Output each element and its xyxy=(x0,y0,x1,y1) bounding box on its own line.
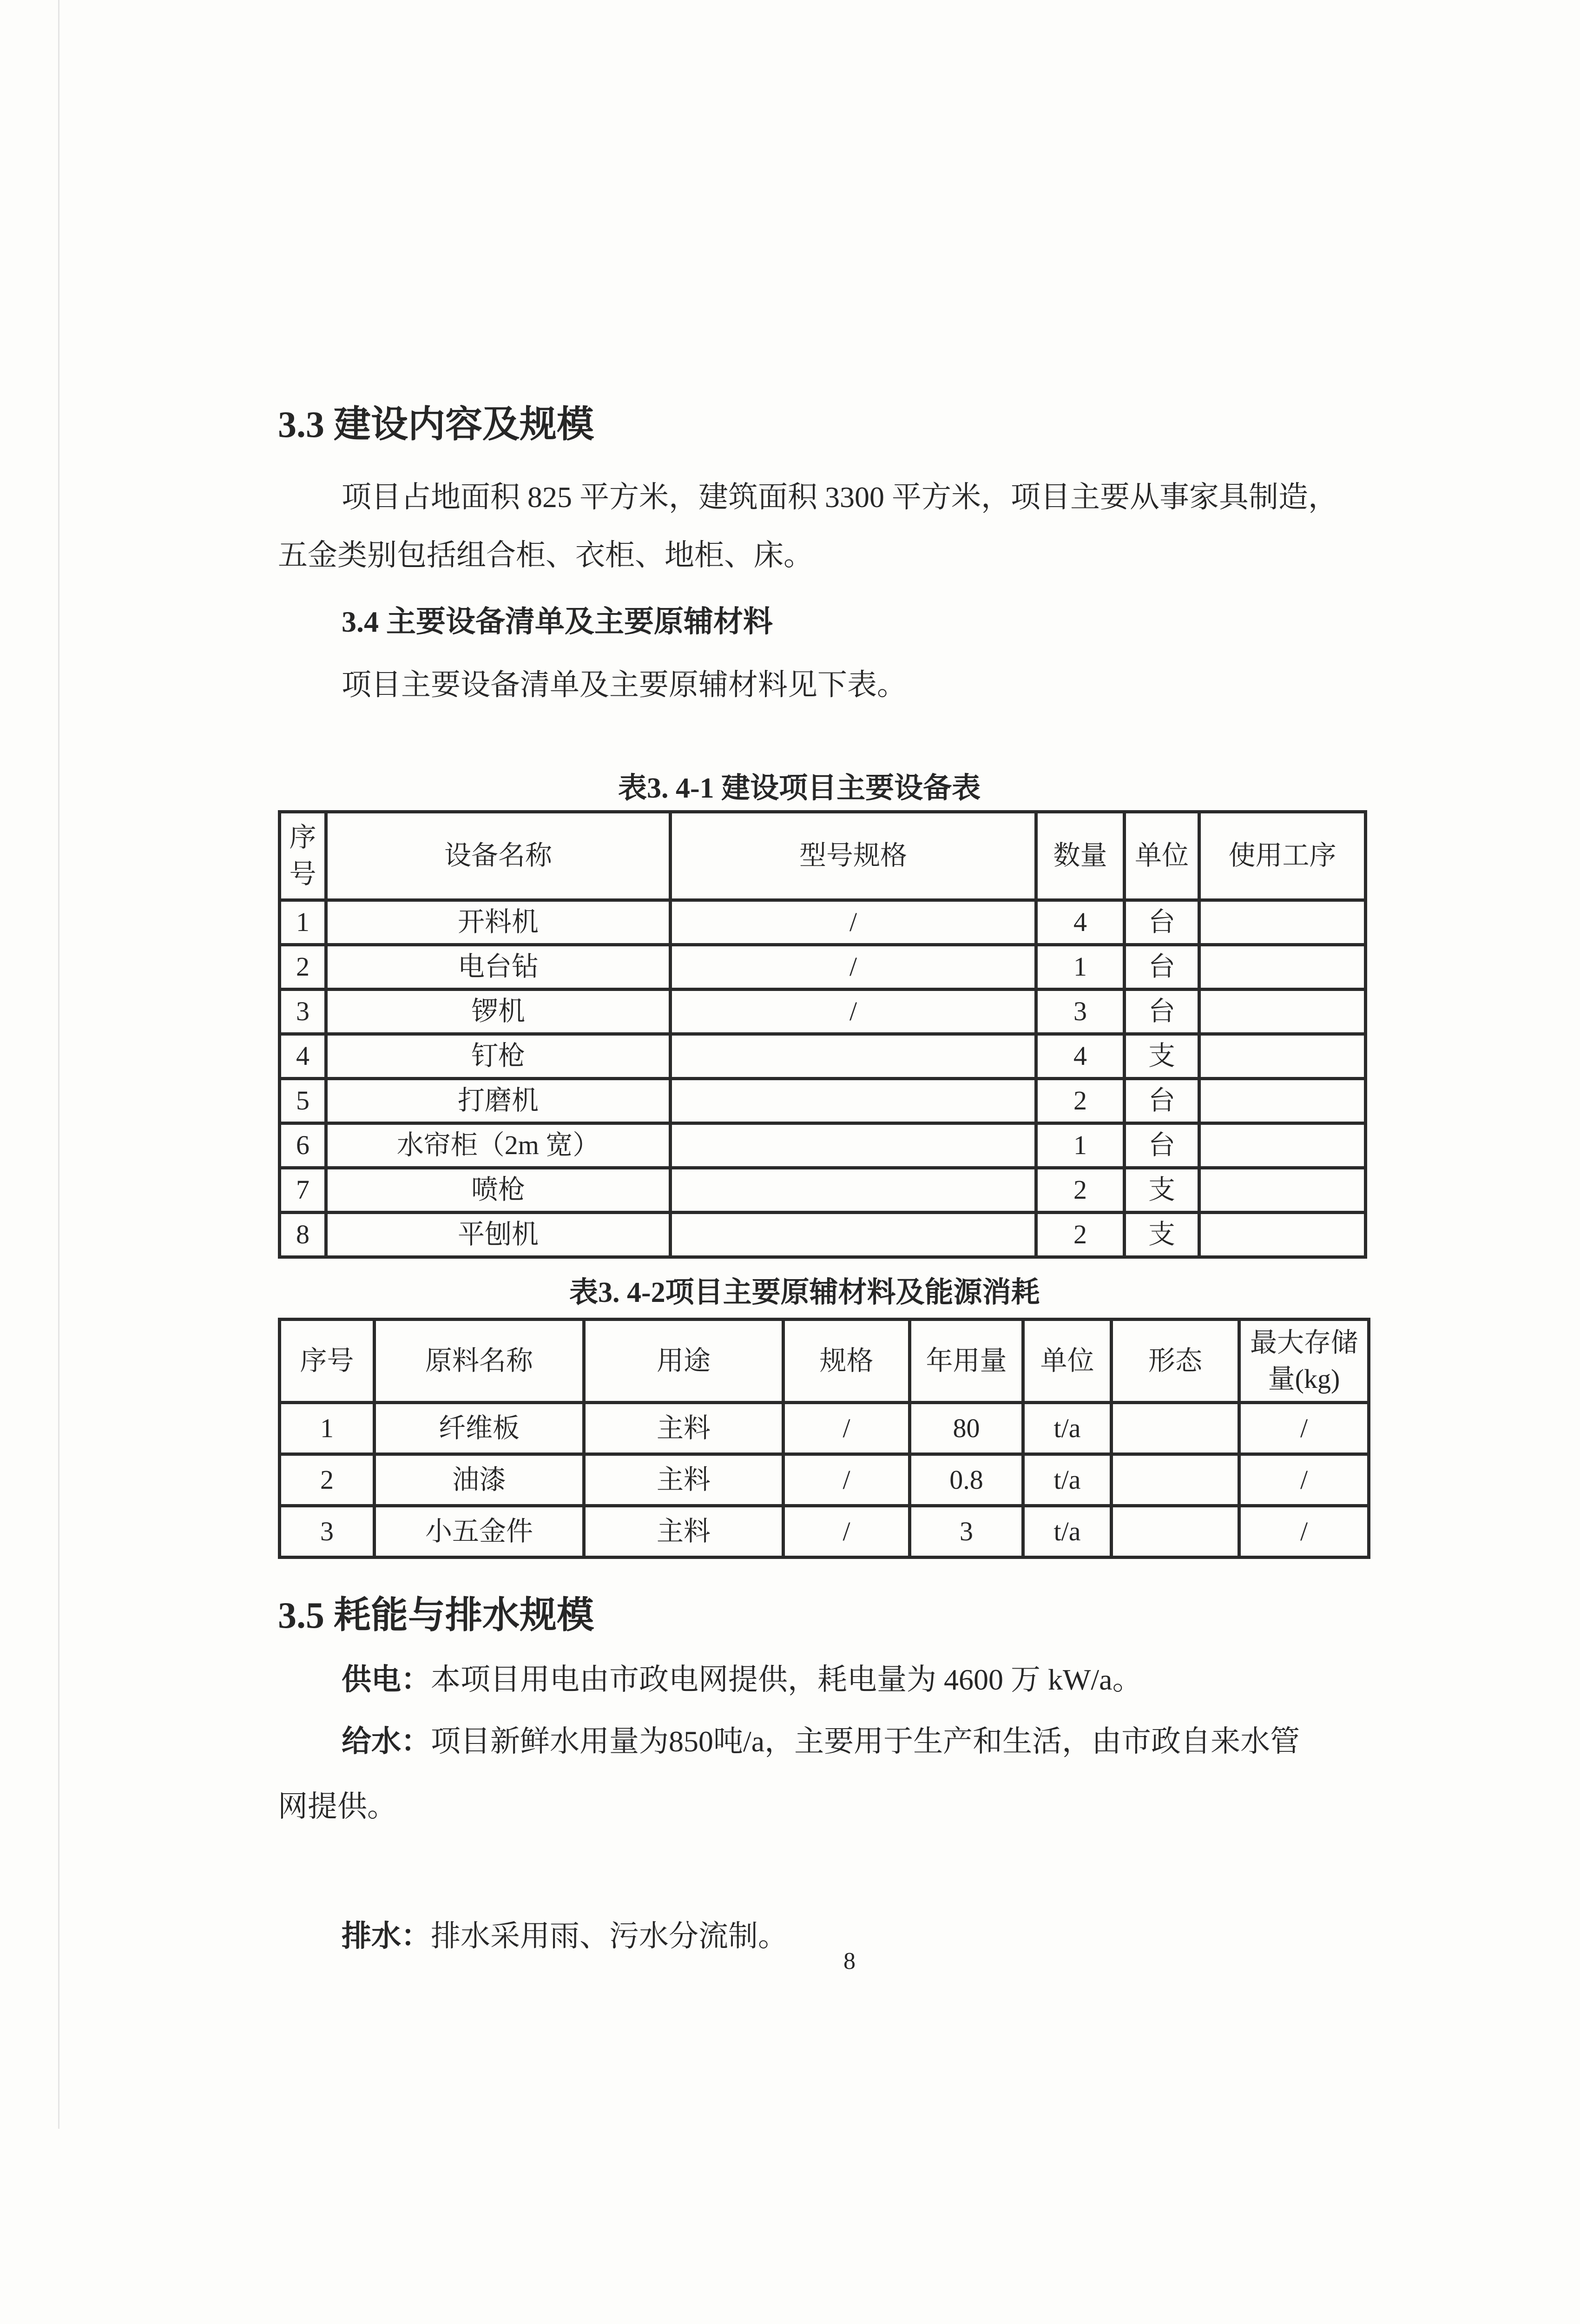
table-cell xyxy=(671,1168,1036,1213)
column-header: 单位 xyxy=(1125,812,1199,900)
power-label: 供电： xyxy=(342,1663,431,1696)
column-header: 形态 xyxy=(1112,1320,1239,1403)
table-cell xyxy=(1199,945,1366,990)
table-cell: 4 xyxy=(1036,1034,1125,1079)
table-cell xyxy=(671,1034,1036,1079)
drain-text: 排水采用雨、污水分流制。 xyxy=(431,1920,788,1953)
column-header: 单位 xyxy=(1023,1320,1112,1403)
table1-caption: 表3. 4-1 建设项目主要设备表 xyxy=(618,772,981,804)
table-cell: 主料 xyxy=(584,1454,783,1506)
table-cell: 3 xyxy=(1036,990,1125,1034)
section-3-3-para-line1: 项目占地面积 825 平方米，建筑面积 3300 平方米，项目主要从事家具制造， xyxy=(342,481,1338,514)
table-cell: 主料 xyxy=(584,1506,783,1558)
column-header: 序号 xyxy=(280,812,326,900)
column-header: 数量 xyxy=(1036,812,1125,900)
column-header: 使用工序 xyxy=(1199,812,1366,900)
table-cell xyxy=(1112,1454,1239,1506)
table-cell: t/a xyxy=(1023,1506,1112,1558)
table-cell: 2 xyxy=(280,1454,375,1506)
section-3-4-para: 项目主要设备清单及主要原辅材料见下表。 xyxy=(342,668,907,701)
table-cell: 油漆 xyxy=(375,1454,584,1506)
table-cell xyxy=(1199,1123,1366,1168)
table-cell: 支 xyxy=(1125,1213,1199,1257)
table-cell: 1 xyxy=(280,900,326,945)
table-cell: / xyxy=(783,1506,910,1558)
drain-label: 排水： xyxy=(342,1920,431,1953)
table-cell: 0.8 xyxy=(910,1454,1023,1506)
table-cell: 开料机 xyxy=(326,900,671,945)
table-cell: 4 xyxy=(1036,900,1125,945)
table-cell: 1 xyxy=(1036,945,1125,990)
materials-table xyxy=(278,1318,1370,1559)
table-row xyxy=(280,1034,1366,1079)
table-cell: 水帘柜（2m 宽） xyxy=(326,1123,671,1168)
table-cell: 台 xyxy=(1125,945,1199,990)
column-header: 规格 xyxy=(783,1320,910,1403)
scan-edge-line xyxy=(58,0,59,2129)
table-cell xyxy=(1112,1403,1239,1454)
table-cell xyxy=(1199,900,1366,945)
table-cell: 锣机 xyxy=(326,990,671,1034)
table-cell: 平刨机 xyxy=(326,1213,671,1257)
table-cell: 1 xyxy=(280,1403,375,1454)
water-text: 项目新鲜水用量为850吨/a，主要用于生产和生活，由市政自来水管 xyxy=(431,1725,1300,1758)
table-cell: / xyxy=(1239,1403,1369,1454)
table-cell: 台 xyxy=(1125,1123,1199,1168)
table-cell: t/a xyxy=(1023,1454,1112,1506)
table-cell: / xyxy=(671,990,1036,1034)
table-cell xyxy=(1199,1213,1366,1257)
table-row xyxy=(280,1079,1366,1123)
column-header: 型号规格 xyxy=(671,812,1036,900)
table-cell: / xyxy=(1239,1506,1369,1558)
table-header-row xyxy=(280,812,1366,900)
section-3-5-heading: 3.5 耗能与排水规模 xyxy=(278,1595,594,1636)
water-line xyxy=(342,1717,1300,1760)
water-line-cont: 网提供。 xyxy=(278,1790,397,1823)
table-row xyxy=(280,1213,1366,1257)
table-cell: 6 xyxy=(280,1123,326,1168)
table-header-row xyxy=(280,1320,1369,1403)
table-cell: 纤维板 xyxy=(375,1403,584,1454)
power-line xyxy=(342,1656,1142,1698)
column-header: 年用量 xyxy=(910,1320,1023,1403)
table-cell: 小五金件 xyxy=(375,1506,584,1558)
page-number: 8 xyxy=(843,1948,856,1974)
section-3-3-heading: 3.3 建设内容及规模 xyxy=(278,404,594,445)
table-cell: / xyxy=(1239,1454,1369,1506)
table-cell: 1 xyxy=(1036,1123,1125,1168)
table-cell: 2 xyxy=(1036,1079,1125,1123)
table-cell xyxy=(1199,1079,1366,1123)
table-row xyxy=(280,990,1366,1034)
table-cell: 2 xyxy=(1036,1168,1125,1213)
section-3-3-para-line2: 五金类别包括组合柜、衣柜、地柜、床。 xyxy=(278,539,813,572)
water-label: 给水： xyxy=(342,1725,431,1758)
table-cell xyxy=(1199,1168,1366,1213)
table-cell xyxy=(1199,990,1366,1034)
table-cell: 支 xyxy=(1125,1034,1199,1079)
drain-line xyxy=(342,1912,788,1955)
table-cell: 5 xyxy=(280,1079,326,1123)
table-cell: 钉枪 xyxy=(326,1034,671,1079)
table-cell: 3 xyxy=(280,990,326,1034)
table-cell xyxy=(671,1079,1036,1123)
table-cell: 80 xyxy=(910,1403,1023,1454)
column-header: 原料名称 xyxy=(375,1320,584,1403)
table-row xyxy=(280,1168,1366,1213)
table-cell: 2 xyxy=(280,945,326,990)
table-cell: 2 xyxy=(1036,1213,1125,1257)
power-text: 本项目用电由市政电网提供，耗电量为 4600 万 kW/a。 xyxy=(431,1663,1142,1696)
table-cell xyxy=(671,1123,1036,1168)
table-row xyxy=(280,1123,1366,1168)
table-row xyxy=(280,1506,1369,1558)
table-row xyxy=(280,1454,1369,1506)
table-cell: 8 xyxy=(280,1213,326,1257)
table-cell: 3 xyxy=(280,1506,375,1558)
table-cell xyxy=(671,1213,1036,1257)
table-cell: 4 xyxy=(280,1034,326,1079)
table-cell: 喷枪 xyxy=(326,1168,671,1213)
equipment-table xyxy=(278,810,1367,1259)
table-cell xyxy=(1112,1506,1239,1558)
table-cell: 台 xyxy=(1125,900,1199,945)
table-cell: 支 xyxy=(1125,1168,1199,1213)
table-cell: / xyxy=(671,900,1036,945)
table2-caption: 表3. 4-2项目主要原辅材料及能源消耗 xyxy=(569,1277,1040,1308)
table-cell: 台 xyxy=(1125,1079,1199,1123)
table-row xyxy=(280,1403,1369,1454)
table-cell: 7 xyxy=(280,1168,326,1213)
table-cell: 打磨机 xyxy=(326,1079,671,1123)
table-cell: t/a xyxy=(1023,1403,1112,1454)
table-row xyxy=(280,945,1366,990)
table-cell xyxy=(1199,1034,1366,1079)
column-header: 序号 xyxy=(280,1320,375,1403)
table-cell: 主料 xyxy=(584,1403,783,1454)
column-header: 设备名称 xyxy=(326,812,671,900)
column-header: 用途 xyxy=(584,1320,783,1403)
table-cell: 台 xyxy=(1125,990,1199,1034)
table-cell: 电台钻 xyxy=(326,945,671,990)
section-3-4-heading: 3.4 主要设备清单及主要原辅材料 xyxy=(342,605,773,638)
table-cell: / xyxy=(783,1403,910,1454)
column-header: 最大存储量(kg) xyxy=(1239,1320,1369,1403)
table-row xyxy=(280,900,1366,945)
table-cell: / xyxy=(783,1454,910,1506)
table-cell: 3 xyxy=(910,1506,1023,1558)
table-cell: / xyxy=(671,945,1036,990)
